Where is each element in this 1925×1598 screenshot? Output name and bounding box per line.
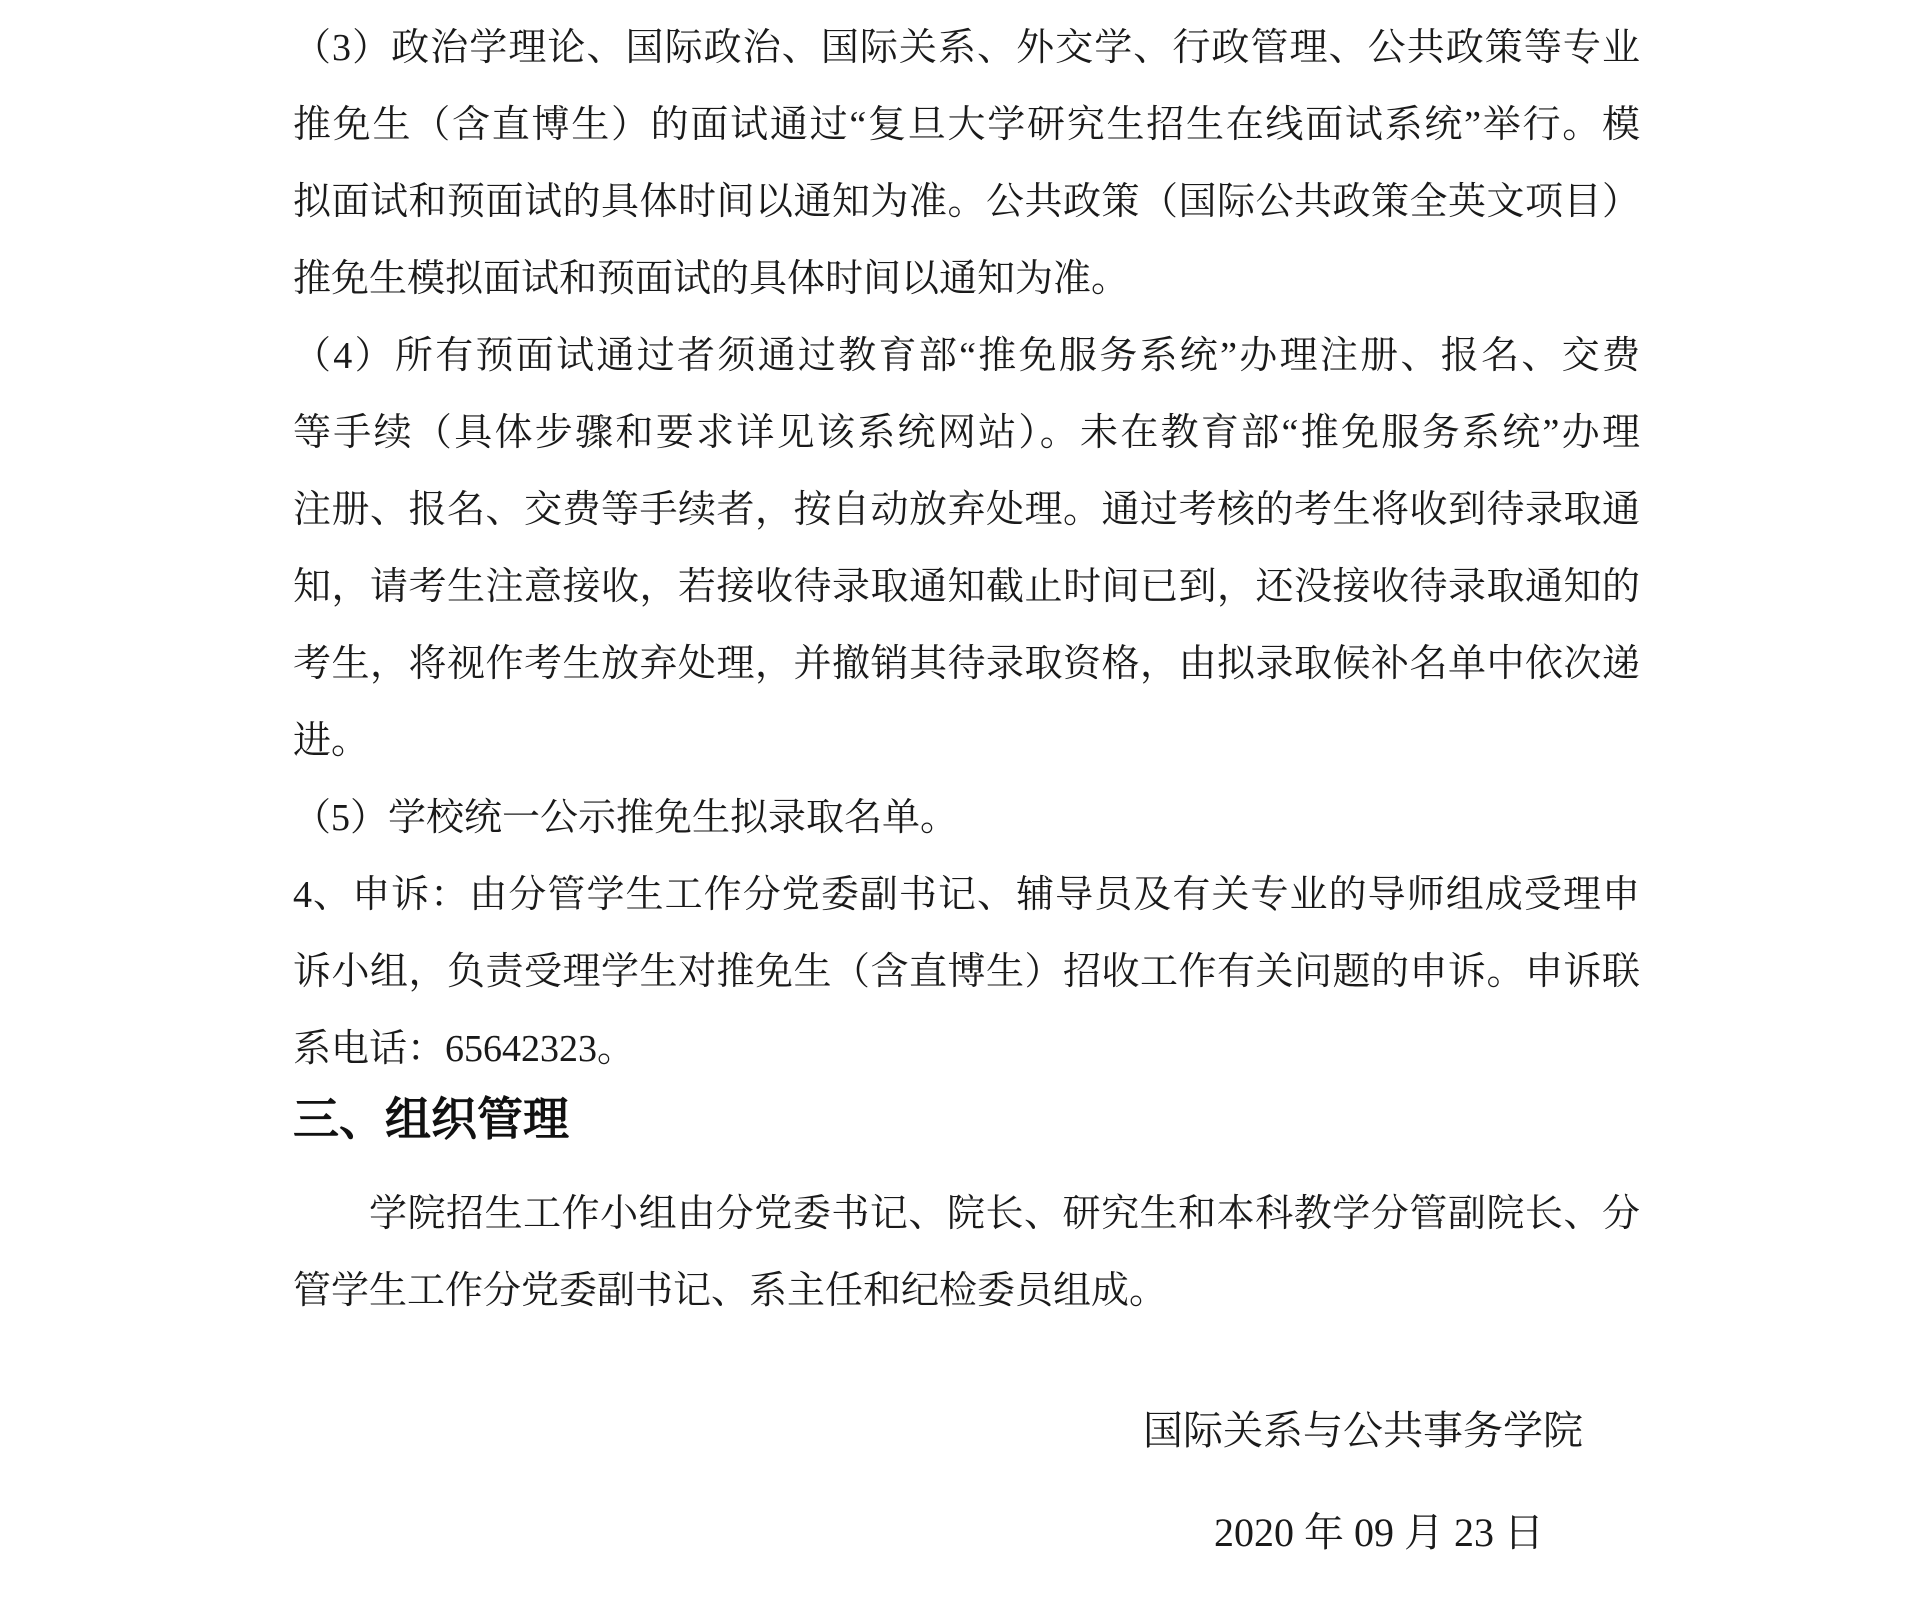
- document-line: 推免生模拟面试和预面试的具体时间以通知为准。: [293, 258, 1130, 300]
- section-heading: 三、组织管理: [293, 1093, 569, 1145]
- document-line: 等手续（具体步骤和要求详见该系统网站）。未在教育部“推免服务系统”办理: [293, 412, 1640, 454]
- signature-line: 国际关系与公共事务学院: [1143, 1408, 1583, 1453]
- date-line: 2020 年 09 月 23 日: [1214, 1510, 1544, 1555]
- document-line: 学院招生工作小组由分党委书记、院长、研究生和本科教学分管副院长、分: [369, 1193, 1640, 1235]
- document-line: （4）所有预面试通过者须通过教育部“推免服务系统”办理注册、报名、交费: [293, 335, 1640, 377]
- document-line: 系电话：65642323。: [293, 1028, 636, 1070]
- document-line: 知，请考生注意接收，若接收待录取通知截止时间已到，还没接收待录取通知的: [293, 566, 1640, 608]
- document-line: 4、申诉：由分管学生工作分党委副书记、辅导员及有关专业的导师组成受理申: [293, 874, 1640, 916]
- document-line: 进。: [293, 720, 370, 762]
- document-line: （5）学校统一公示推免生拟录取名单。: [293, 797, 959, 839]
- document-line: 拟面试和预面试的具体时间以通知为准。公共政策（国际公共政策全英文项目）: [293, 181, 1640, 223]
- document-line: 注册、报名、交费等手续者，按自动放弃处理。通过考核的考生将收到待录取通: [293, 489, 1640, 531]
- document-line: 诉小组，负责受理学生对推免生（含直博生）招收工作有关问题的申诉。申诉联: [293, 951, 1640, 993]
- document-line: 考生，将视作考生放弃处理，并撤销其待录取资格，由拟录取候补名单中依次递: [293, 643, 1640, 685]
- document-line: 管学生工作分党委副书记、系主任和纪检委员组成。: [293, 1270, 1168, 1312]
- document-line: 推免生（含直博生）的面试通过“复旦大学研究生招生在线面试系统”举行。模: [293, 104, 1640, 146]
- document-line: （3）政治学理论、国际政治、国际关系、外交学、行政管理、公共政策等专业: [293, 27, 1640, 69]
